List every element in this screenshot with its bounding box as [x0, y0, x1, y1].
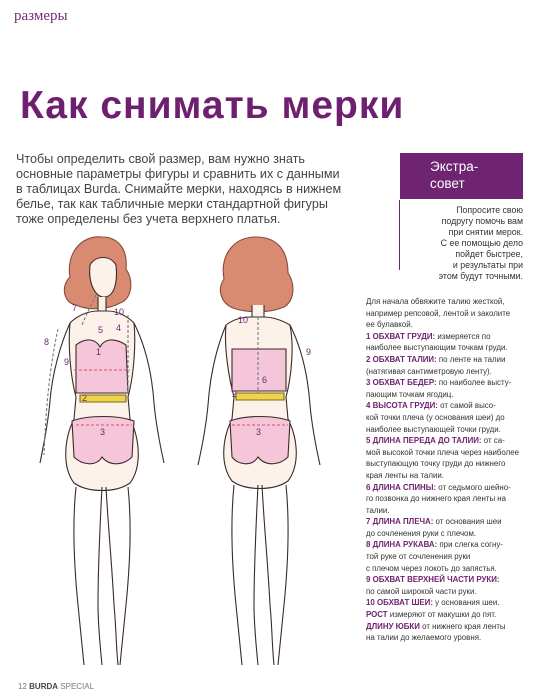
page-number: 12 [18, 682, 27, 691]
extra-tip-divider [399, 200, 400, 270]
measurements-legend [366, 296, 536, 644]
legend-item-text: до сочленения руки с плечом. [366, 528, 477, 538]
legend-item-head: ДЛИНУ ЮБКИ [366, 621, 420, 631]
legend-item-head: 4 ВЫСОТА ГРУДИ: [366, 401, 438, 411]
legend-item-text: по самой широкой части руки. [366, 586, 477, 596]
front-label-10: 10 [114, 307, 125, 317]
extra-tip-title-line: Экстра- [430, 159, 479, 174]
legend-item-text: кой точки плеча (у основания шеи) до [366, 412, 505, 422]
legend-item-text: по ленте на талии [436, 354, 506, 364]
legend-items [366, 331, 536, 644]
legend-item-text: при слегка согну- [437, 540, 503, 550]
extra-tip-text [405, 205, 523, 282]
legend-item-text: (натягивая сантиметровую ленту). [366, 366, 492, 376]
legend-item-head: 9 ОБХВАТ ВЕРХНЕЙ ЧАСТИ РУКИ: [366, 575, 500, 585]
extra-tip-title-line: совет [430, 176, 465, 191]
intro-line: в таблицах Burda. Снимайте мерки, находясь в нижнем [16, 182, 342, 196]
legend-item-text: мой высокой точки плеча через наиболее [366, 447, 520, 457]
extra-tip-line: С ее помощью дело [440, 238, 523, 248]
intro-line: тоже определены без учета верхнего платья. [16, 212, 281, 226]
brand-edition: SPECIAL [60, 682, 95, 691]
legend-item-head: 6 ДЛИНА СПИНЫ: [366, 482, 437, 492]
front-figure-illustration [40, 237, 164, 665]
legend-item-text: талии. [366, 505, 390, 515]
legend-item-text: наиболее выступающей точки груди. [366, 424, 501, 434]
legend-item-head: 7 ДЛИНА ПЛЕЧА: [366, 517, 434, 527]
legend-intro-line: ее булавкой. [366, 320, 413, 330]
back-figure-illustration [198, 237, 320, 665]
front-label-9: 9 [64, 357, 70, 367]
front-label-4: 4 [116, 323, 122, 333]
legend-item-text: от нижнего края ленты [419, 621, 506, 631]
legend-item-text: от самой высо- [437, 401, 496, 411]
page-footer [18, 682, 94, 691]
front-label-7: 7 [72, 303, 78, 313]
extra-tip-line: этом будут точными. [438, 271, 523, 281]
legend-item-head: 3 ОБХВАТ БЕДЕР: [366, 378, 437, 388]
legend-item-head: РОСТ [366, 610, 388, 620]
legend-item-head: 1 ОБХВАТ ГРУДИ: [366, 331, 436, 341]
back-label-9: 9 [306, 347, 312, 357]
legend-intro [366, 296, 536, 331]
legend-item [366, 354, 536, 377]
legend-item-head: 8 ДЛИНА РУКАВА: [366, 540, 438, 550]
legend-intro-line: например репсовой, лентой и заколите [366, 308, 511, 318]
legend-item-text: измеряют от макушки до пят. [387, 610, 497, 620]
legend-item-text: пающим точкам ягодиц. [366, 389, 454, 399]
back-label-2: 2 [232, 389, 238, 399]
front-label-1: 1 [96, 347, 102, 357]
legend-item [366, 621, 536, 644]
legend-item-text: выступающую точку груди до нижнего [366, 459, 506, 469]
extra-tip-title [430, 158, 520, 192]
extra-tip-line: пойдет быстрее, [455, 249, 523, 259]
legend-intro-line: Для начала обвяжите талию жесткой, [366, 297, 505, 306]
section-tag: размеры [14, 8, 68, 24]
page-title: Как снимать мерки [20, 84, 405, 127]
intro-paragraph [16, 152, 398, 227]
legend-item-text: края ленты на талии. [366, 470, 444, 480]
legend-item-head: 5 ДЛИНА ПЕРЕДА ДО ТАЛИИ: [366, 436, 482, 446]
extra-tip-line: и результаты при [452, 260, 523, 270]
legend-item [366, 516, 536, 539]
legend-item-text: на талии до желаемого уровня. [366, 633, 482, 643]
front-label-5: 5 [98, 325, 104, 335]
legend-item [366, 331, 536, 354]
legend-item [366, 482, 536, 517]
legend-item-head: 2 ОБХВАТ ТАЛИИ: [366, 354, 437, 364]
extra-tip-line: подругу помочь вам [441, 216, 523, 226]
legend-item [366, 400, 536, 435]
extra-tip-line: при снятии мерок. [448, 227, 523, 237]
front-label-3: 3 [100, 427, 106, 437]
front-label-8: 8 [44, 337, 50, 347]
intro-line: Чтобы определить свой размер, вам нужно знать [16, 152, 305, 166]
legend-item-text: от основания шеи [433, 517, 502, 527]
front-label-2: 2 [82, 393, 88, 403]
legend-item [366, 574, 536, 597]
legend-item-text: го позвонка до нижнего края ленты на [366, 494, 507, 504]
legend-item-text: с плечом через локоть до запястья. [366, 563, 497, 573]
back-label-6: 6 [262, 375, 268, 385]
figures-illustration [0, 225, 360, 675]
intro-line: белье, так как табличные мерки стандартной фигуры [16, 197, 328, 211]
legend-item [366, 435, 536, 481]
legend-item [366, 597, 536, 609]
extra-tip-line: Попросите свою [456, 205, 523, 215]
legend-item-text: от са- [481, 436, 505, 446]
brand-name: BURDA [29, 682, 59, 691]
legend-item-text: по наиболее высту- [436, 378, 512, 388]
back-label-3: 3 [256, 427, 262, 437]
back-label-10: 10 [238, 315, 249, 325]
legend-item-text: наиболее выступающим точкам груди. [366, 343, 508, 353]
legend-item [366, 377, 536, 400]
legend-item [366, 609, 536, 621]
legend-item-text: той руке от сочленения руки [366, 552, 471, 562]
legend-item [366, 539, 536, 574]
legend-item-text: измеряется по [435, 331, 491, 341]
intro-line: основные параметры фигуры и сравнить их с данными [16, 167, 340, 181]
legend-item-text: от седьмого шейно- [436, 482, 511, 492]
legend-item-head: 10 ОБХВАТ ШЕИ: [366, 598, 433, 608]
legend-item-text: у основания шеи. [432, 598, 500, 608]
